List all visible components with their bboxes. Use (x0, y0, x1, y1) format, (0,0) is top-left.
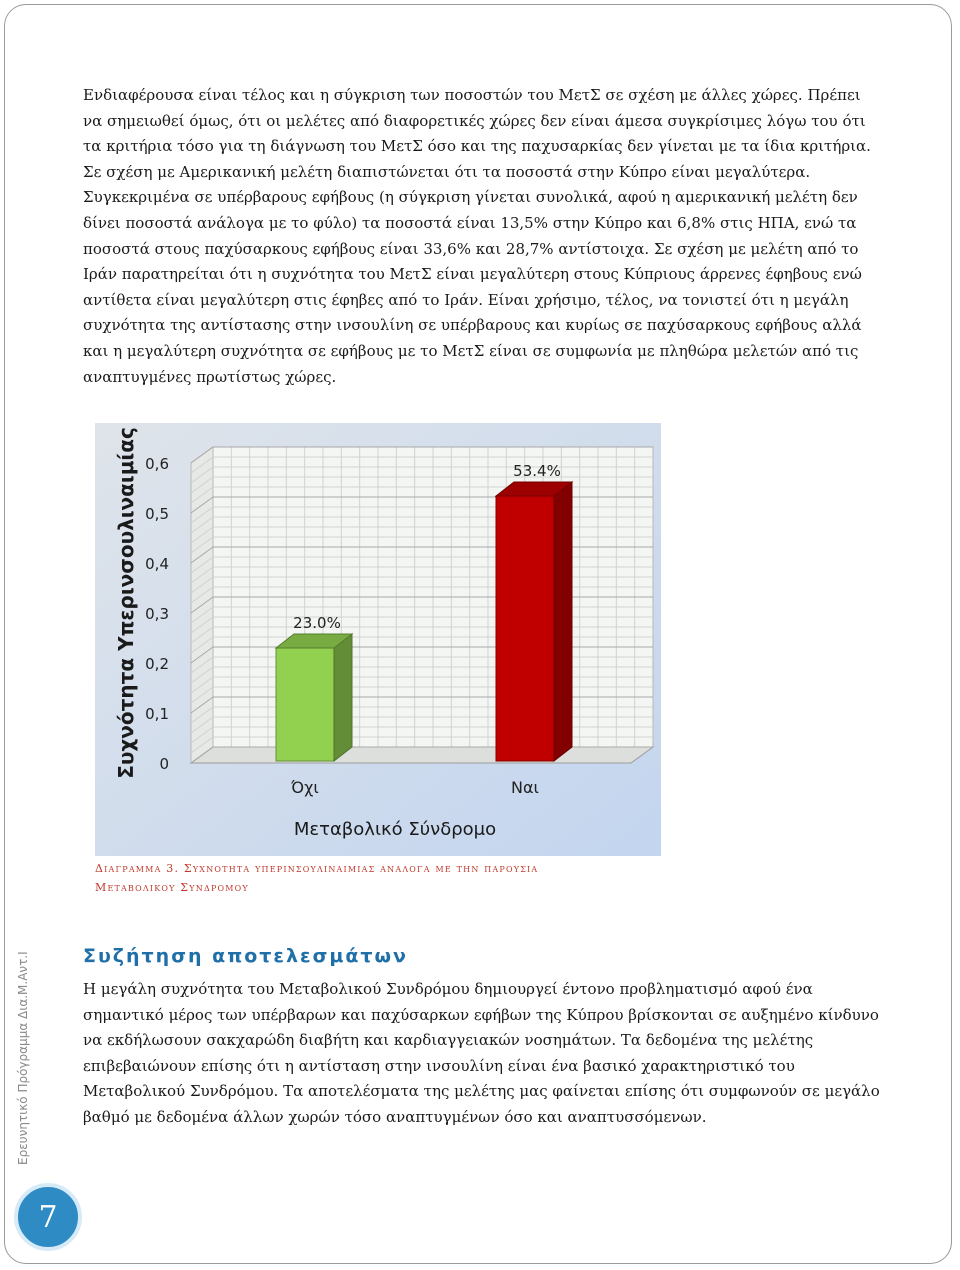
page-number-badge (14, 1183, 82, 1251)
chart-floor (191, 747, 653, 763)
bar-side-0 (334, 634, 352, 761)
bar-chart-svg (95, 423, 661, 856)
section-heading: Συζήτηση αποτελεσμάτων (83, 945, 409, 967)
y-tick-label: 0,4 (145, 555, 169, 573)
discussion-paragraph: Η μεγάλη συχνότητα του Μεταβολικού Συνδρόμου δημιουργεί έντονο προβληματισμό αφού ένα σημαντικό μέρος των υπέρβαρων και παχύσαρκων εφήβων της Κύπρου βρίσκονται σε αυξημένο κίνδυνο να εκδήλωσουν σακχαρώδη διαβήτη και καρδιαγγειακών νοσημάτων. Τα δεδομένα της μελέτης επιβεβαιώνουν επίσης ότι η αντίσταση στην ινσουλίνη είναι ένα βασικό χαρακτηριστικό του Μεταβολικού Συνδρόμου. Τα αποτελέσματα της μελέτης μας φαίνεται επίσης ότι συμφωνούν σε μεγάλο βαθμό με δεδομένα άλλων χωρών τόσο αναπτυγμένων όσο και αναπτυσσόμενων. (83, 980, 880, 1126)
y-tick-label: 0,1 (145, 705, 169, 723)
x-axis-label: Μεταβολικό Σύνδρομο (293, 819, 497, 840)
y-tick-label: 0 (159, 755, 169, 773)
y-tick-label: 0,3 (145, 605, 169, 623)
x-tick-label-1: Ναι (511, 778, 539, 797)
chart (95, 423, 661, 856)
data-label-0: 23.0% (293, 614, 341, 632)
bar-front-0 (276, 648, 334, 761)
y-tick-label: 0,5 (145, 505, 169, 523)
y-axis-label: Συχνότητα Υπερινσουλιναιμίας (114, 427, 138, 779)
y-tick-label: 0,6 (145, 455, 169, 473)
intro-paragraph: Ενδιαφέρουσα είναι τέλος και η σύγκριση των ποσοστών του ΜετΣ σε σχέση με άλλες χώρες. Πρέπει να σημειωθεί όμως, ότι οι μελέτες από διαφορετικές χώρες δεν είναι άμεσα συγκρίσιμες λόγω του ότι τα κριτήρια τόσο για τη διάγνωση του ΜετΣ όσο και της παχυσαρκίας δεν γίνεται με τα ίδια κριτήρια. Σε σχέση με Αμερικανική μελέτη διαπιστώνεται ότι τα ποσοστά στην Κύπρο είναι μεγαλύτερα. Συγκεκριμένα σε υπέρβαρους εφήβους (η σύγκριση γίνεται συνολικά, αφού η αμερικανική μελέτη δεν δίνει ποσοστά ανάλογα με το φύλο) τα ποσοστά είναι 13,5% στην Κύπρο και 6,8% στις ΗΠΑ, ενώ τα ποσοστά στους παχύσαρκους εφήβους είναι 33,6% και 28,7% αντίστοιχα. Σε σχέση με μελέτη από το Ιράν παρατηρείται ότι η συχνότητα του ΜετΣ είναι μεγαλύτερη στους Κύπριους άρρενες έφηβους ενώ αντίθετα είναι μεγαλύτερη στις έφηβες από το Ιράν. Είναι χρήσιμο, τέλος, να τονιστεί ότι η μεγάλη συχνότητα της αντίστασης στην ινσουλίνη σε υπέρβαρους και κυρίως σε παχύσαρκους εφήβους αλλά και η μεγαλύτερη συχνότητα σε εφήβους με το ΜετΣ είναι σε συμφωνία με πληθώρα μελετών από τις αναπτυγμένες πρωτίστως χώρες. (83, 86, 871, 386)
data-label-1: 53.4% (513, 462, 561, 480)
figure-caption (95, 859, 538, 897)
y-tick-label: 0,2 (145, 655, 169, 673)
caption-line-2: Μεταβολικου Συνδρομου (95, 881, 249, 894)
caption-line-1: Διαγραμμα 3. Συχνοτητα υπερινσουλιναιμιας αναλογα με την παρουσια (95, 862, 539, 875)
x-tick-label-0: Όχι (291, 778, 319, 797)
page-number: 7 (38, 1199, 58, 1235)
bar-side-1 (554, 482, 572, 761)
bar-front-1 (496, 496, 554, 761)
side-label: Ερευνητικό Πρόγραμμα Δια.Μ.Αντ.Ι (16, 951, 30, 1165)
